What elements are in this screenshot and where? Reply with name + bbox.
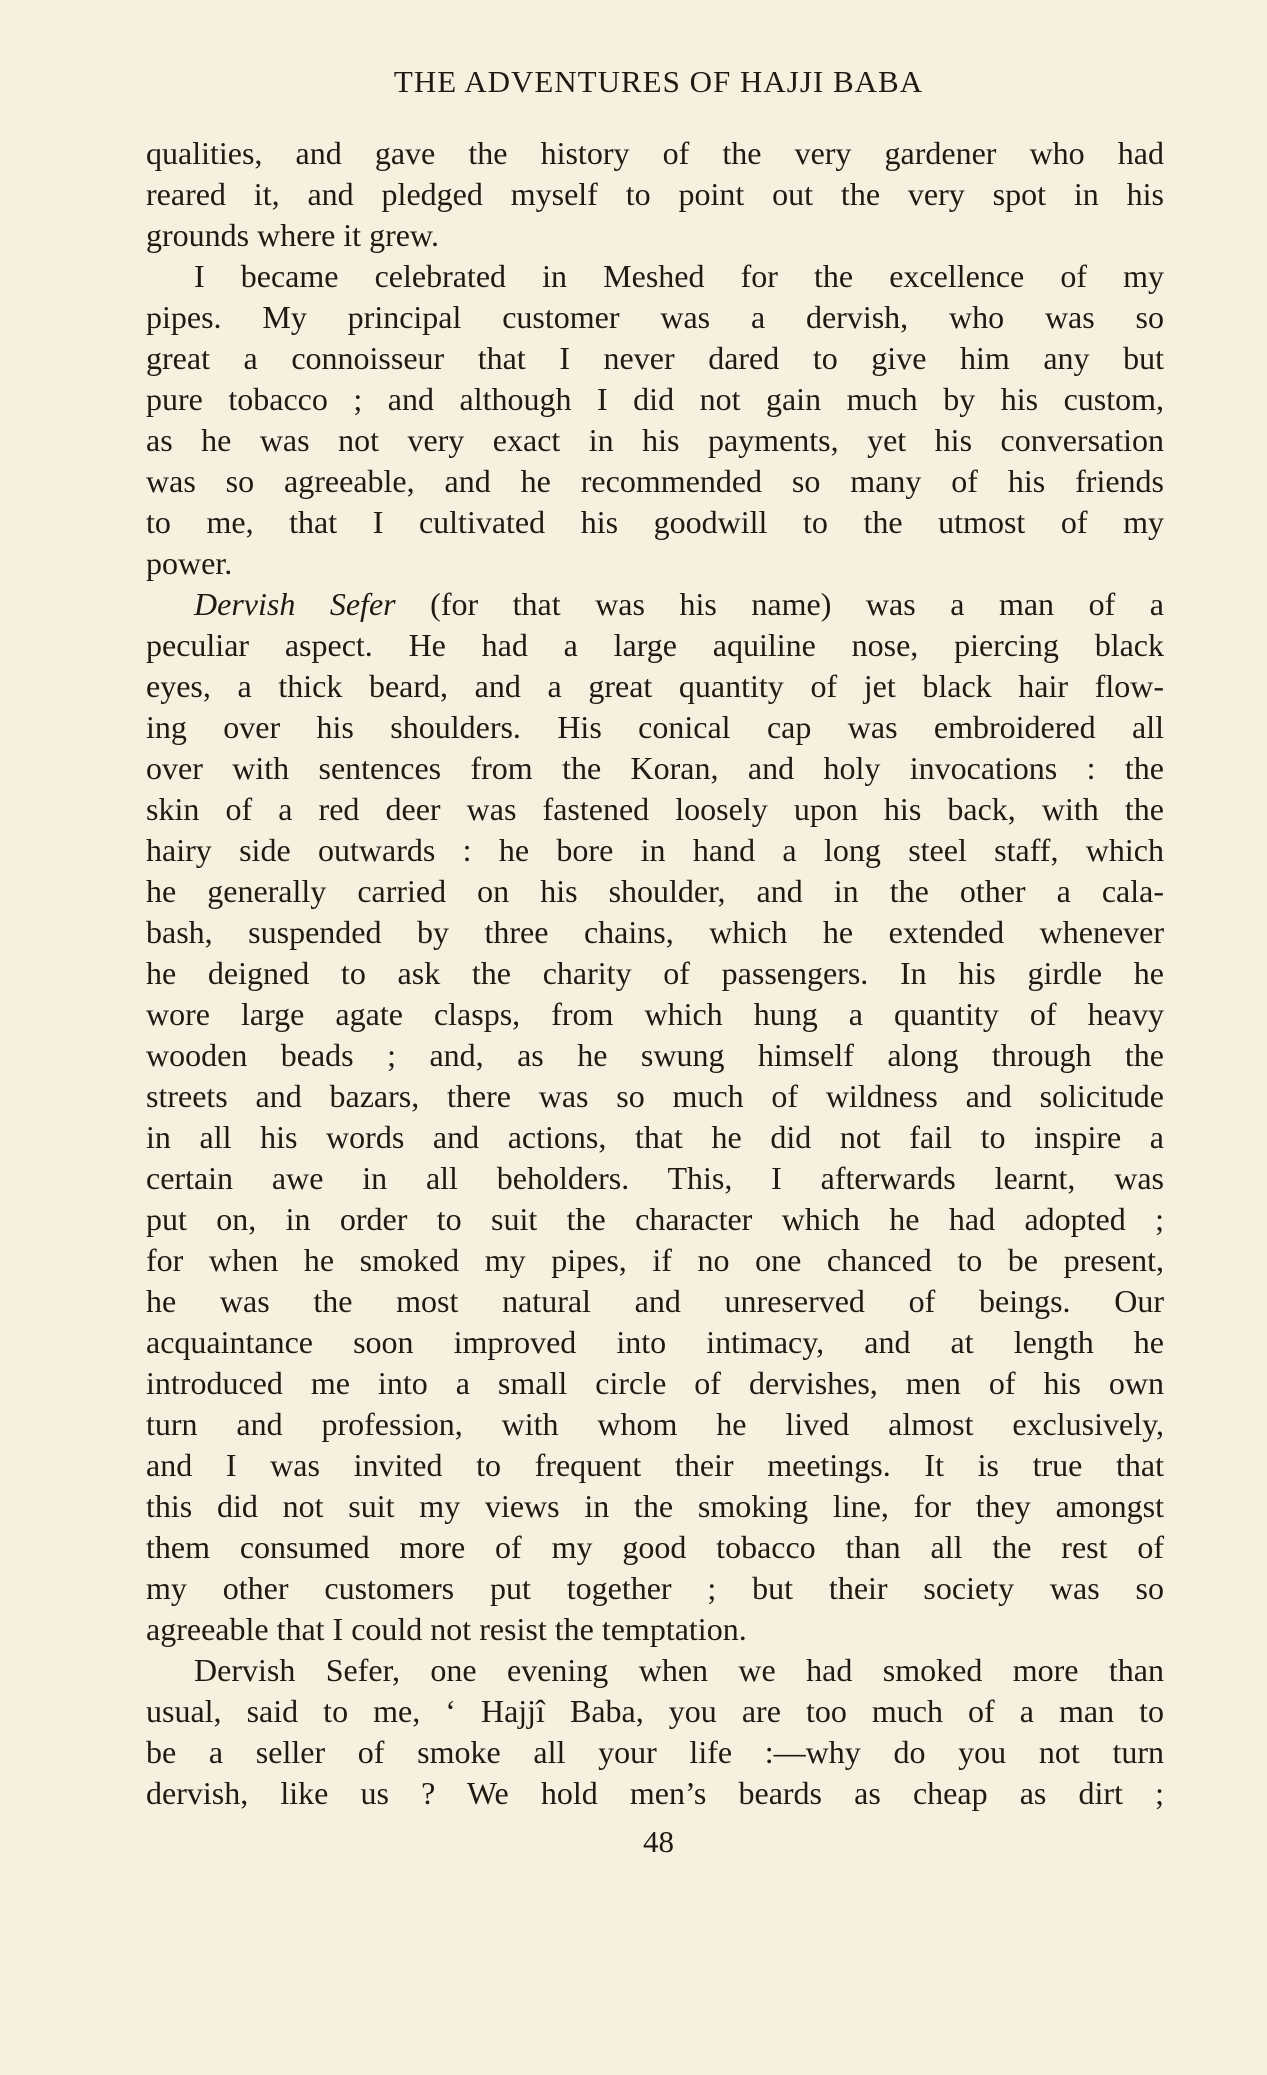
text-line: in all his words and actions, that he did not fail to inspire a [146, 1119, 1164, 1155]
text-line: put on, in order to suit the character which he had adopted ; [146, 1201, 1164, 1237]
text-line: acquaintance soon improved into intimacy, and at length he [146, 1324, 1164, 1360]
text-line: usual, said to me, ‘ Hajjî Baba, you are too much of a man to [146, 1693, 1164, 1729]
text-line: I became celebrated in Meshed for the excellence of my [194, 258, 1164, 294]
text-line: he deigned to ask the charity of passengers. In his girdle he [146, 955, 1164, 991]
text-line: ing over his shoulders. His conical cap was embroidered all [146, 709, 1164, 745]
text-line: skin of a red deer was fastened loosely upon his back, with the [146, 791, 1164, 827]
text-line: pure tobacco ; and although I did not gain much by his custom, [146, 381, 1164, 417]
text-line: for when he smoked my pipes, if no one chanced to be present, [146, 1242, 1164, 1278]
body-text [146, 133, 1164, 1814]
text-line: pipes. My principal customer was a dervish, who was so [146, 299, 1164, 335]
text-line: was so agreeable, and he recommended so many of his friends [146, 463, 1164, 499]
text-line: certain awe in all beholders. This, I afterwards learnt, was [146, 1160, 1164, 1196]
text-line: grounds where it grew. [146, 217, 439, 253]
text-line: dervish, like us ? We hold men’s beards as cheap as dirt ; [146, 1775, 1164, 1811]
text-line: he generally carried on his shoulder, and in the other a cala- [146, 873, 1164, 909]
text-line: be a seller of smoke all your life :—why do you not turn [146, 1734, 1164, 1770]
text-line: streets and bazars, there was so much of wildness and solicitude [146, 1078, 1164, 1114]
text-line: introduced me into a small circle of dervishes, men of his own [146, 1365, 1164, 1401]
text-line: to me, that I cultivated his goodwill to the utmost of my [146, 504, 1164, 540]
text-line: as he was not very exact in his payments, yet his conversation [146, 422, 1164, 458]
text-line: them consumed more of my good tobacco than all the rest of [146, 1529, 1164, 1565]
text-line: hairy side outwards : he bore in hand a long steel staff, which [146, 832, 1164, 868]
text-line: wooden beads ; and, as he swung himself along through the [146, 1037, 1164, 1073]
text-line: and I was invited to frequent their meetings. It is true that [146, 1447, 1164, 1483]
running-head: THE ADVENTURES OF HAJJI BABA [393, 64, 924, 99]
italic-name: Dervish Sefer [194, 586, 396, 622]
text-line: eyes, a thick beard, and a great quantity of jet black hair flow- [146, 668, 1164, 704]
text-line: turn and profession, with whom he lived almost exclusively, [146, 1406, 1164, 1442]
text-line: great a connoisseur that I never dared to give him any but [146, 340, 1164, 376]
text-line: bash, suspended by three chains, which he extended whenever [146, 914, 1164, 950]
text-line: qualities, and gave the history of the very gardener who had [146, 135, 1164, 171]
text-line: my other customers put together ; but their society was so [146, 1570, 1164, 1606]
text-line: Dervish Sefer, one evening when we had smoked more than [194, 1652, 1164, 1688]
text-line: over with sentences from the Koran, and holy invocations : the [146, 750, 1164, 786]
text-line: this did not suit my views in the smoking line, for they amongst [146, 1488, 1164, 1524]
text-line: he was the most natural and unreserved of beings. Our [146, 1283, 1164, 1319]
text-line: agreeable that I could not resist the temptation. [146, 1611, 747, 1647]
page-number: 48 [643, 1824, 674, 1859]
text-line: reared it, and pledged myself to point out the very spot in his [146, 176, 1164, 212]
text-line: power. [146, 545, 233, 581]
text-line-with-name [146, 584, 1164, 625]
text-line-rest: (for that was his name) was a man of a [430, 586, 1165, 622]
text-line: peculiar aspect. He had a large aquiline nose, piercing black [146, 627, 1164, 663]
text-line: wore large agate clasps, from which hung a quantity of heavy [146, 996, 1164, 1032]
